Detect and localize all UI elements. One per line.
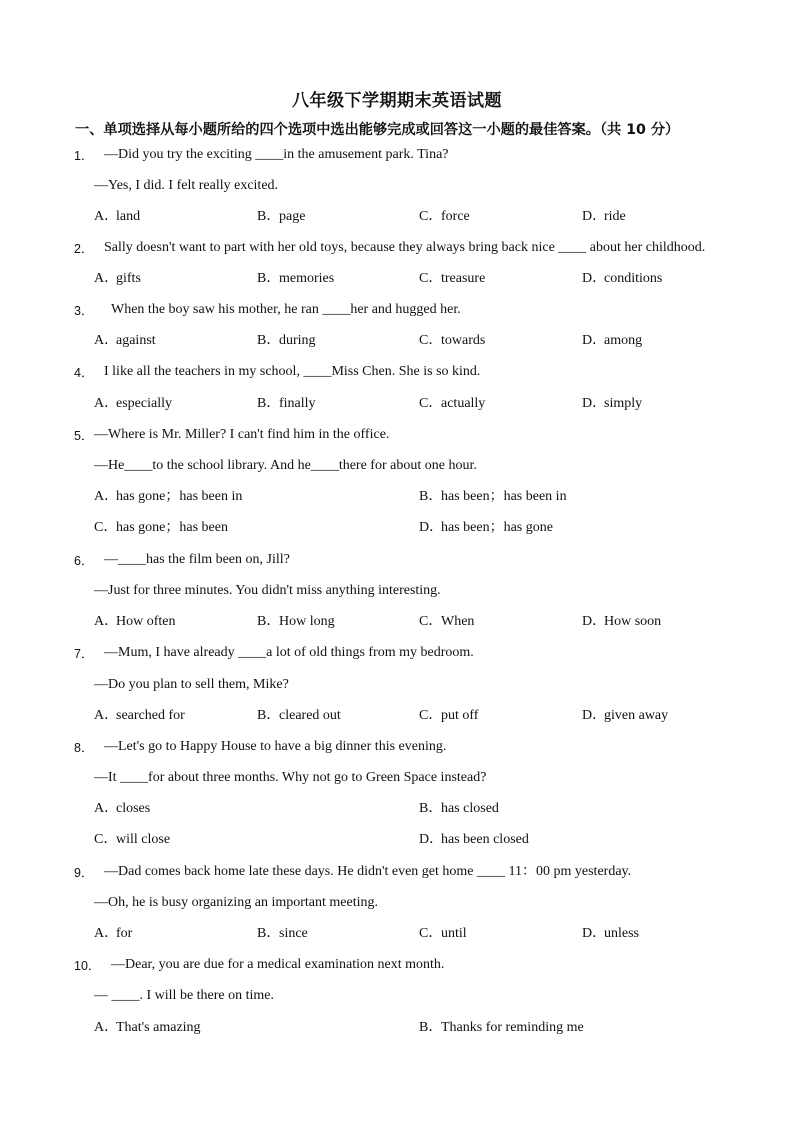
question-text: —Did you try the exciting ____in the amusement park. Tina? [104, 147, 449, 162]
question-text: —Do you plan to sell them, Mike? [94, 677, 289, 692]
option[interactable] [419, 800, 499, 818]
option-text: That's amazing [116, 1020, 201, 1035]
question-text: — ____. I will be there on time. [94, 988, 275, 1003]
option[interactable] [419, 1019, 584, 1037]
question-text: —Dad comes back home late these days. He didn't even get home ____ 11：00 pm yesterday. [104, 864, 632, 879]
question-text: —Let's go to Happy House to have a big dinner this evening. [104, 739, 447, 754]
option-label: B． [419, 1020, 443, 1035]
question-text: —Just for three minutes. You didn't miss anything interesting. [94, 583, 441, 598]
option-label: B． [257, 271, 281, 286]
option-label: C． [419, 396, 443, 411]
option-label: A． [94, 396, 119, 411]
question-number: 7． [74, 647, 94, 661]
option[interactable] [94, 831, 170, 849]
option[interactable] [257, 707, 341, 725]
option[interactable] [419, 831, 529, 849]
question-number: 1． [74, 149, 94, 163]
question-number: 6． [74, 554, 94, 568]
option-label: D． [582, 209, 607, 224]
page-title: 八年级下学期期末英语试题 [292, 91, 502, 111]
option-label: A． [94, 1020, 119, 1035]
option-text: page [279, 209, 306, 224]
option-text: simply [604, 396, 643, 411]
option-label: D． [582, 396, 607, 411]
option-text: closes [116, 801, 151, 816]
option-label: D． [419, 520, 444, 535]
question-text: —____has the film been on, Jill? [104, 552, 290, 567]
question-text: Sally doesn't want to part with her old toys, because they always bring back nice ____ about her childhood. [104, 240, 706, 255]
option-label: D． [582, 333, 607, 348]
option[interactable] [94, 925, 132, 943]
question-number: 5． [74, 429, 94, 443]
option[interactable] [582, 707, 668, 725]
option-label: C． [419, 708, 443, 723]
option-label: A． [94, 271, 119, 286]
option-label: B． [257, 396, 281, 411]
option[interactable] [257, 208, 305, 226]
option-text: towards [441, 333, 486, 348]
option-text: How often [116, 614, 176, 629]
option[interactable] [582, 332, 642, 350]
option-text: since [279, 926, 308, 941]
option-text: given away [604, 708, 669, 723]
option-label: C． [419, 271, 443, 286]
option-text: put off [441, 708, 479, 723]
question-number: 2． [74, 242, 94, 256]
option[interactable] [94, 488, 242, 506]
option-text: during [279, 333, 316, 348]
option-text: against [116, 333, 156, 348]
option-text: conditions [604, 271, 663, 286]
option-label: B． [257, 926, 281, 941]
option-text: will close [116, 832, 171, 847]
option-label: C． [419, 209, 443, 224]
option-text: especially [116, 396, 172, 411]
option[interactable] [94, 332, 156, 350]
question-text: When the boy saw his mother, he ran ____her and hugged her. [111, 302, 461, 317]
option-text: When [441, 614, 475, 629]
option-label: C． [94, 520, 118, 535]
question-number: 8． [74, 741, 94, 755]
question-text: —Where is Mr. Miller? I can't find him in the office. [94, 427, 390, 442]
question-number: 10． [74, 959, 101, 973]
option[interactable] [419, 613, 474, 631]
question-text: —Mum, I have already ____a lot of old things from my bedroom. [104, 645, 474, 660]
section-header: 一、单项选择从每小题所给的四个选项中选出能够完成或回答这一小题的最佳答案。（共 10 分） [75, 122, 680, 138]
option-text: treasure [441, 271, 486, 286]
option-text: has gone；has been in [116, 489, 243, 504]
option[interactable] [94, 208, 140, 226]
option-label: B． [257, 614, 281, 629]
option-text: has been；has been in [441, 489, 567, 504]
option-label: D． [582, 926, 607, 941]
option-label: C． [419, 614, 443, 629]
option-text: unless [604, 926, 639, 941]
option-label: D． [582, 271, 607, 286]
option-text: has been；has gone [441, 520, 553, 535]
option[interactable] [582, 208, 626, 226]
option-text: force [441, 209, 470, 224]
option[interactable] [582, 613, 661, 631]
option[interactable] [94, 707, 185, 725]
option-label: A． [94, 489, 119, 504]
question-number: 3． [74, 304, 94, 318]
option-text: actually [441, 396, 486, 411]
option-text: How long [279, 614, 335, 629]
option[interactable] [419, 395, 485, 413]
option-label: B． [419, 801, 443, 816]
option[interactable] [257, 395, 316, 413]
question-text: I like all the teachers in my school, ____Miss Chen. She is so kind. [104, 364, 481, 379]
option[interactable] [419, 707, 478, 725]
option-label: A． [94, 333, 119, 348]
option[interactable] [94, 613, 176, 631]
option-text: land [116, 209, 141, 224]
option[interactable] [419, 925, 467, 943]
option-text: memories [279, 271, 335, 286]
option-text: cleared out [279, 708, 341, 723]
option-text: Thanks for reminding me [441, 1020, 584, 1035]
option-label: A． [94, 926, 119, 941]
option[interactable] [94, 1019, 201, 1037]
option-label: C． [94, 832, 118, 847]
option[interactable] [257, 925, 308, 943]
option-text: has closed [441, 801, 499, 816]
option-text: for [116, 926, 133, 941]
option[interactable] [582, 270, 662, 288]
option[interactable] [419, 208, 470, 226]
option-label: A． [94, 614, 119, 629]
option[interactable] [94, 270, 141, 288]
option-text: ride [604, 209, 626, 224]
option-text: has been closed [441, 832, 529, 847]
option-label: C． [419, 333, 443, 348]
question-text: —He____to the school library. And he____there for about one hour. [94, 458, 477, 473]
option-label: D． [419, 832, 444, 847]
option-text: searched for [116, 708, 185, 723]
option-text: among [604, 333, 643, 348]
option-text: has gone；has been [116, 520, 228, 535]
option[interactable] [94, 800, 150, 818]
option[interactable] [257, 332, 316, 350]
option[interactable] [582, 395, 642, 413]
option-label: C． [419, 926, 443, 941]
option-label: B． [419, 489, 443, 504]
option-label: A． [94, 209, 119, 224]
option-label: D． [582, 708, 607, 723]
option-label: D． [582, 614, 607, 629]
option-text: finally [279, 396, 316, 411]
option[interactable] [582, 925, 639, 943]
question-text: —Yes, I did. I felt really excited. [94, 178, 279, 193]
question-number: 9． [74, 866, 94, 880]
question-text: —Dear, you are due for a medical examination next month. [111, 957, 445, 972]
option[interactable] [419, 332, 485, 350]
question-number: 4． [74, 366, 94, 380]
option[interactable] [419, 270, 485, 288]
question-text: —It ____for about three months. Why not go to Green Space instead? [94, 770, 487, 785]
option-label: B． [257, 333, 281, 348]
option[interactable] [257, 613, 335, 631]
option-text: gifts [116, 271, 141, 286]
option[interactable] [94, 395, 172, 413]
option-text: until [441, 926, 467, 941]
option[interactable] [419, 488, 567, 506]
option-label: B． [257, 708, 281, 723]
option-label: A． [94, 708, 119, 723]
question-text: —Oh, he is busy organizing an important meeting. [94, 895, 378, 910]
option-label: A． [94, 801, 119, 816]
option[interactable] [94, 519, 228, 537]
option[interactable] [419, 519, 553, 537]
option[interactable] [257, 270, 334, 288]
option-label: B． [257, 209, 281, 224]
option-text: How soon [604, 614, 662, 629]
